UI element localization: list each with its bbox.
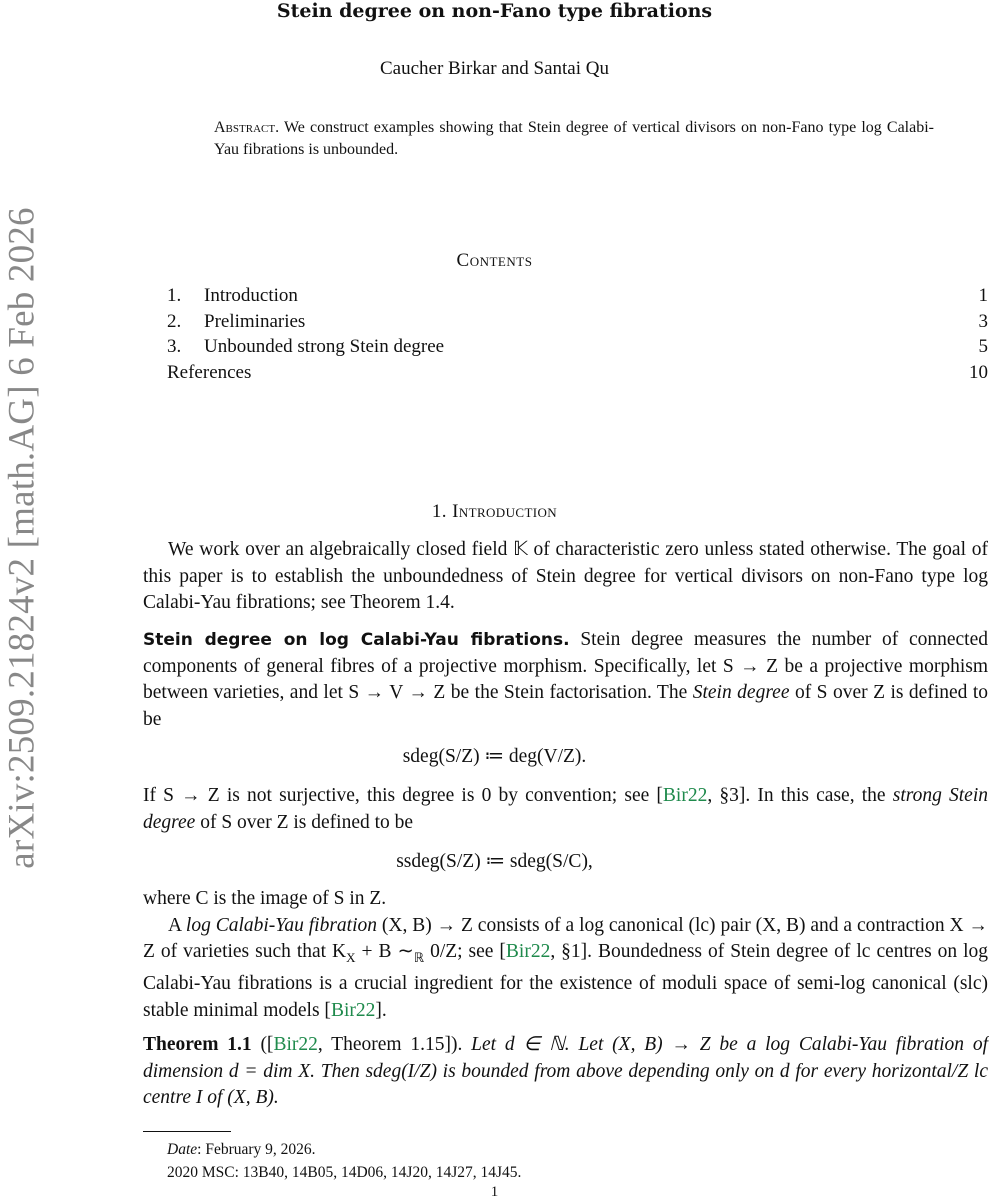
subscript-r: ℝ xyxy=(413,949,425,965)
footnote-msc: 2020 MSC: 13B40, 14B05, 14D06, 14J20, 14J27, 14J45. xyxy=(167,1164,522,1181)
paragraph-text: of S over Z is defined to be xyxy=(143,682,989,730)
toc-entry-label: References xyxy=(167,361,252,383)
arxiv-stamp-text: arXiv:2509.21824v2 [math.AG] 6 Feb 2026 xyxy=(1,207,43,869)
footnotes xyxy=(167,1138,521,1184)
footnote-date-value: : February 9, 2026. xyxy=(197,1141,316,1158)
toc-entry-number: 2. xyxy=(167,310,182,332)
section-heading-introduction: 1. Introduction xyxy=(431,501,558,522)
footnote-date xyxy=(167,1138,521,1161)
toc-entry-page: 10 xyxy=(969,361,988,383)
subscript-x: X xyxy=(346,949,356,965)
toc-entry-page: 1 xyxy=(978,285,988,306)
toc-entry[interactable] xyxy=(167,285,988,311)
stein-degree-paragraph xyxy=(143,627,988,733)
toc-entry[interactable] xyxy=(167,362,988,388)
paragraph-text: A xyxy=(168,914,182,936)
toc-entry-label: Preliminaries xyxy=(204,310,306,332)
toc-entry-number: 3. xyxy=(167,336,182,357)
citation-link[interactable]: Bir22 xyxy=(505,941,551,962)
toc-entry-page: 5 xyxy=(978,336,988,357)
image-paragraph xyxy=(143,886,988,1024)
citation-link[interactable]: Bir22 xyxy=(662,785,708,806)
paragraph-text: 0/Z; see [ xyxy=(424,941,506,962)
toc-entry-label: Unbounded strong Stein degree xyxy=(204,336,445,357)
footnote-rule xyxy=(143,1131,231,1132)
table-of-contents xyxy=(167,285,988,387)
arxiv-stamp xyxy=(0,178,44,898)
lcy-paragraph xyxy=(143,913,988,1025)
paragraph-text: of S over Z is defined to be xyxy=(200,811,414,833)
theorem-ref: ([ xyxy=(260,1034,274,1055)
equation-ssdeg: ssdeg(S/Z) ≔ sdeg(S/C), xyxy=(396,851,593,872)
page-number: 1 xyxy=(490,1184,499,1200)
term-strong-stein-degree: strong Stein degree xyxy=(143,785,989,833)
term-log-calabi-yau-fibration: log Calabi-Yau fibration xyxy=(185,914,377,936)
toc-entry-number: 1. xyxy=(167,285,182,306)
abstract xyxy=(214,117,934,161)
paragraph-text: ]. xyxy=(375,999,387,1021)
theorem-statement: Let d ∈ ℕ. Let (X, B) → Z be a log Calabi-Yau fibration of dimension d = dim X. Then sdeg(I/Z) is bounded from above depending only on d for every horizontal/Z lc centre I of (X, B). xyxy=(143,1034,988,1108)
paragraph-text: + B ∼ xyxy=(355,941,414,962)
citation-link[interactable]: Bir22 xyxy=(273,1034,318,1055)
strong-stein-paragraph xyxy=(143,783,988,836)
subsection-heading: Stein degree on log Calabi-Yau fibrations. xyxy=(143,630,570,650)
toc-entry-label: Introduction xyxy=(204,285,298,306)
paper-title: Stein degree on non-Fano type fibrations xyxy=(276,0,713,22)
abstract-text: We construct examples showing that Stein degree of vertical divisors on non-Fano type log Calabi-Yau fibrations is unbounded. xyxy=(214,119,934,158)
intro-paragraph xyxy=(143,537,988,617)
toc-entry-page: 3 xyxy=(978,310,988,332)
toc-entry[interactable] xyxy=(167,336,988,362)
paragraph-text: If S → Z is not surjective, this degree is 0 by convention; see [ xyxy=(143,785,663,806)
paragraph-text: , §1]. Boundedness of Stein degree of lc centres on log Calabi-Yau fibrations is a crucial ingredient for the existence of moduli space of semi-log canonical (slc) stable minimal models [ xyxy=(143,941,989,1021)
abstract-label: Abstract. xyxy=(214,119,280,136)
theorem-ref: , Theorem 1.15]). xyxy=(317,1034,463,1055)
term-stein-degree: Stein degree xyxy=(692,682,790,703)
paragraph-text: (X, B) → Z consists of a log canonical (lc) pair (X, B) and a contraction X → Z of varieties such that K xyxy=(143,914,989,962)
footnote-date-label: Date xyxy=(167,1141,198,1158)
contents-title: Contents xyxy=(456,250,533,271)
theorem-1-1 xyxy=(143,1032,988,1112)
theorem-label: Theorem 1.1 xyxy=(143,1034,252,1055)
paper-authors: Caucher Birkar and Santai Qu xyxy=(380,58,609,79)
intro-text: We work over an algebraically closed field 𝕂 of characteristic zero unless stated otherwise. The goal of this paper is to establish the unboundedness of Stein degree for vertical divisors on non-Fano type log Calabi-Yau fibrations; see Theorem 1.4. xyxy=(143,539,988,613)
equation-sdeg: sdeg(S/Z) ≔ deg(V/Z). xyxy=(402,746,587,767)
paragraph-text: , §3]. In this case, the xyxy=(707,785,886,806)
paragraph-text: Stein degree measures the number of connected components of general fibres of a projective morphism. Specifically, let S → Z be a projective morphism between varieties, and let S → V → Z be the Stein factorisation. The xyxy=(143,629,988,703)
toc-entry[interactable] xyxy=(167,311,988,337)
citation-link[interactable]: Bir22 xyxy=(330,999,376,1021)
paragraph-text: where C is the image of S in Z. xyxy=(143,888,387,909)
